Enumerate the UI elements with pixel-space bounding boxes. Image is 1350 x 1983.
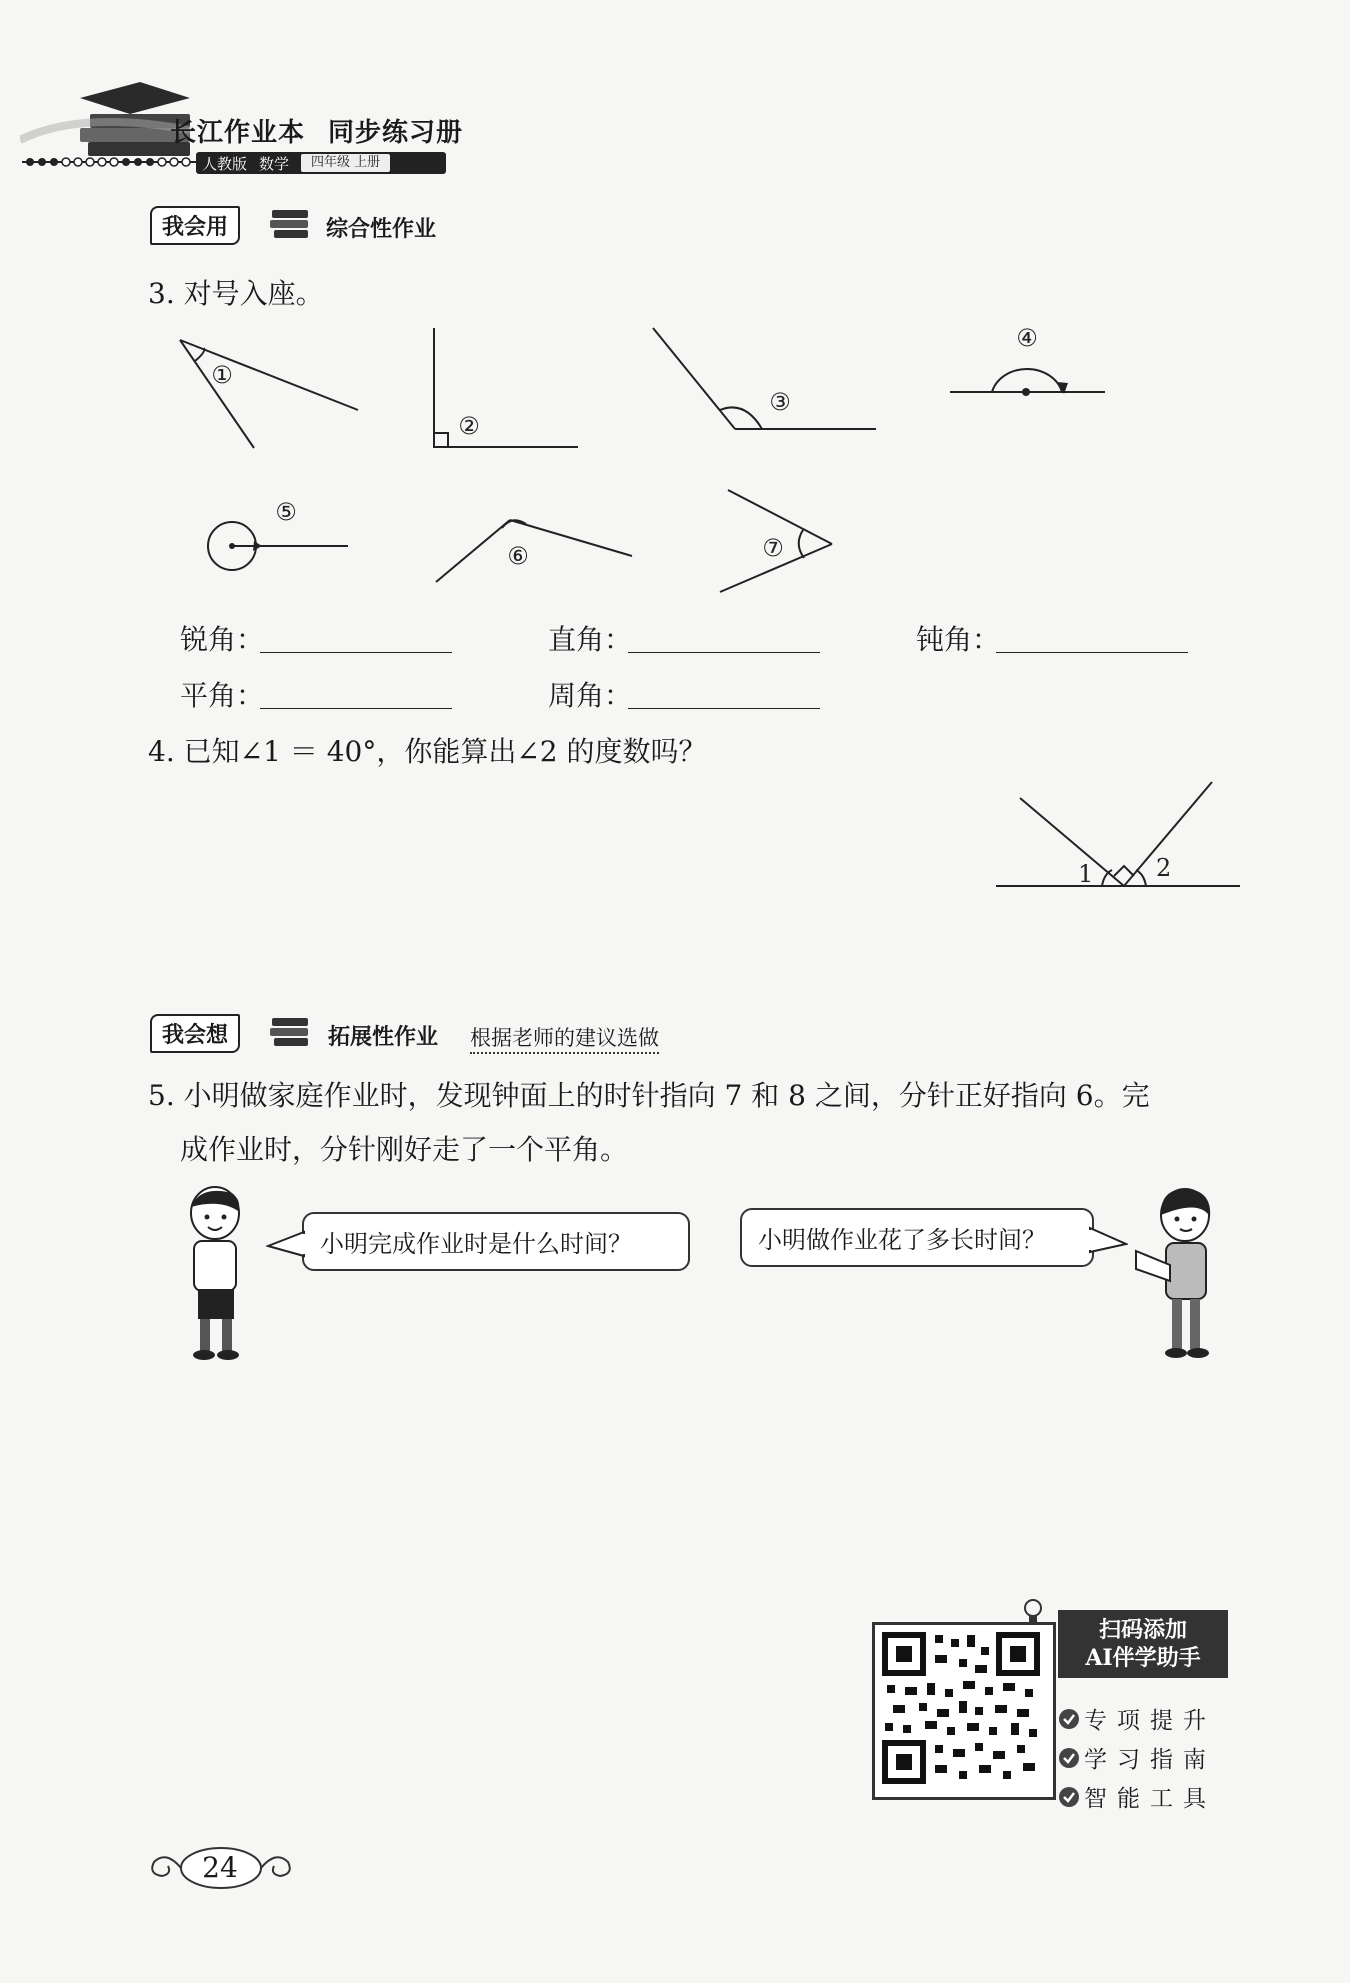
section-badge-apply: 我会用 xyxy=(150,206,240,245)
boy-illustration xyxy=(170,1185,260,1365)
feature-item xyxy=(1058,1741,1216,1774)
answer-blank-straight[interactable] xyxy=(260,678,452,709)
bubble-tail-left xyxy=(266,1230,306,1260)
feature-label: 专项提升 xyxy=(1084,1708,1216,1734)
angle-label-7: ⑦ xyxy=(762,534,784,562)
books-icon-2 xyxy=(268,1012,314,1052)
edition-label: 人教版 xyxy=(202,154,248,173)
grade-label: 四年级 上册 xyxy=(301,154,390,172)
qr-code-icon xyxy=(875,1625,1047,1791)
angle-label-5: ⑤ xyxy=(275,498,297,526)
qr-code-frame[interactable] xyxy=(872,1622,1056,1800)
answer-label-right: 直角： xyxy=(548,623,633,656)
lightbulb-icon xyxy=(1018,1596,1048,1626)
answer-label-acute: 锐角： xyxy=(180,623,265,656)
feature-list xyxy=(1058,1702,1216,1813)
feature-label: 学习指南 xyxy=(1084,1747,1216,1773)
page-number: 24 xyxy=(202,1851,238,1884)
qr-tag-line2: AI伴学助手 xyxy=(1085,1645,1201,1671)
speech-bubble-left: 小明完成作业时是什么时间？ xyxy=(302,1212,690,1271)
question-4-prompt: 4. 已知∠1 ＝ 40°，你能算出∠2 的度数吗？ xyxy=(148,735,707,768)
section-title-extended: 拓展性作业 xyxy=(328,1025,439,1050)
bubble-tail-right xyxy=(1088,1226,1128,1256)
angle-label-6: ⑥ xyxy=(507,542,529,570)
series-subtitle: 同步练习册 xyxy=(328,118,464,148)
check-icon xyxy=(1058,1708,1080,1730)
question-5-line1: 5. 小明做家庭作业时，发现钟面上的时针指向 7 和 8 之间，分针正好指向 6。完 xyxy=(148,1079,1150,1112)
answer-blank-right[interactable] xyxy=(628,622,820,653)
answer-label-straight: 平角： xyxy=(180,679,265,712)
angles-figure xyxy=(0,0,1350,620)
answer-blank-obtuse[interactable] xyxy=(996,622,1188,653)
question-5-line2: 成作业时，分针刚好走了一个平角。 xyxy=(180,1133,629,1166)
feature-item xyxy=(1058,1702,1216,1735)
answer-label-round: 周角： xyxy=(548,679,633,712)
answer-label-obtuse: 钝角： xyxy=(916,623,1001,656)
check-icon xyxy=(1058,1747,1080,1769)
angle-label-4: ④ xyxy=(1016,324,1038,352)
section-badge-think: 我会想 xyxy=(150,1014,240,1053)
section-note: 根据老师的建议选做 xyxy=(470,1022,659,1054)
feature-label: 智能工具 xyxy=(1084,1786,1216,1812)
qr-tag-line1: 扫码添加 xyxy=(1098,1617,1187,1643)
qr-promo-tag xyxy=(1058,1610,1228,1678)
section-title-comprehensive: 综合性作业 xyxy=(326,217,437,242)
feature-item xyxy=(1058,1780,1216,1813)
series-title: 长江作业本 xyxy=(170,118,306,148)
angle-label-1: ① xyxy=(211,361,233,389)
question-3-prompt: 3. 对号入座。 xyxy=(148,277,324,310)
answer-blank-acute[interactable] xyxy=(260,622,452,653)
answer-blank-round[interactable] xyxy=(628,678,820,709)
check-icon xyxy=(1058,1786,1080,1808)
angle-2-label: 2 xyxy=(1156,854,1172,882)
angle-pair-figure xyxy=(990,770,1250,900)
subject-label: 数学 xyxy=(259,154,290,173)
speech-bubble-right: 小明做作业花了多长时间？ xyxy=(740,1208,1094,1267)
girl-illustration xyxy=(1130,1185,1230,1365)
angle-1-label: 1 xyxy=(1078,860,1094,888)
angle-label-2: ② xyxy=(458,412,480,440)
angle-label-3: ③ xyxy=(769,388,791,416)
